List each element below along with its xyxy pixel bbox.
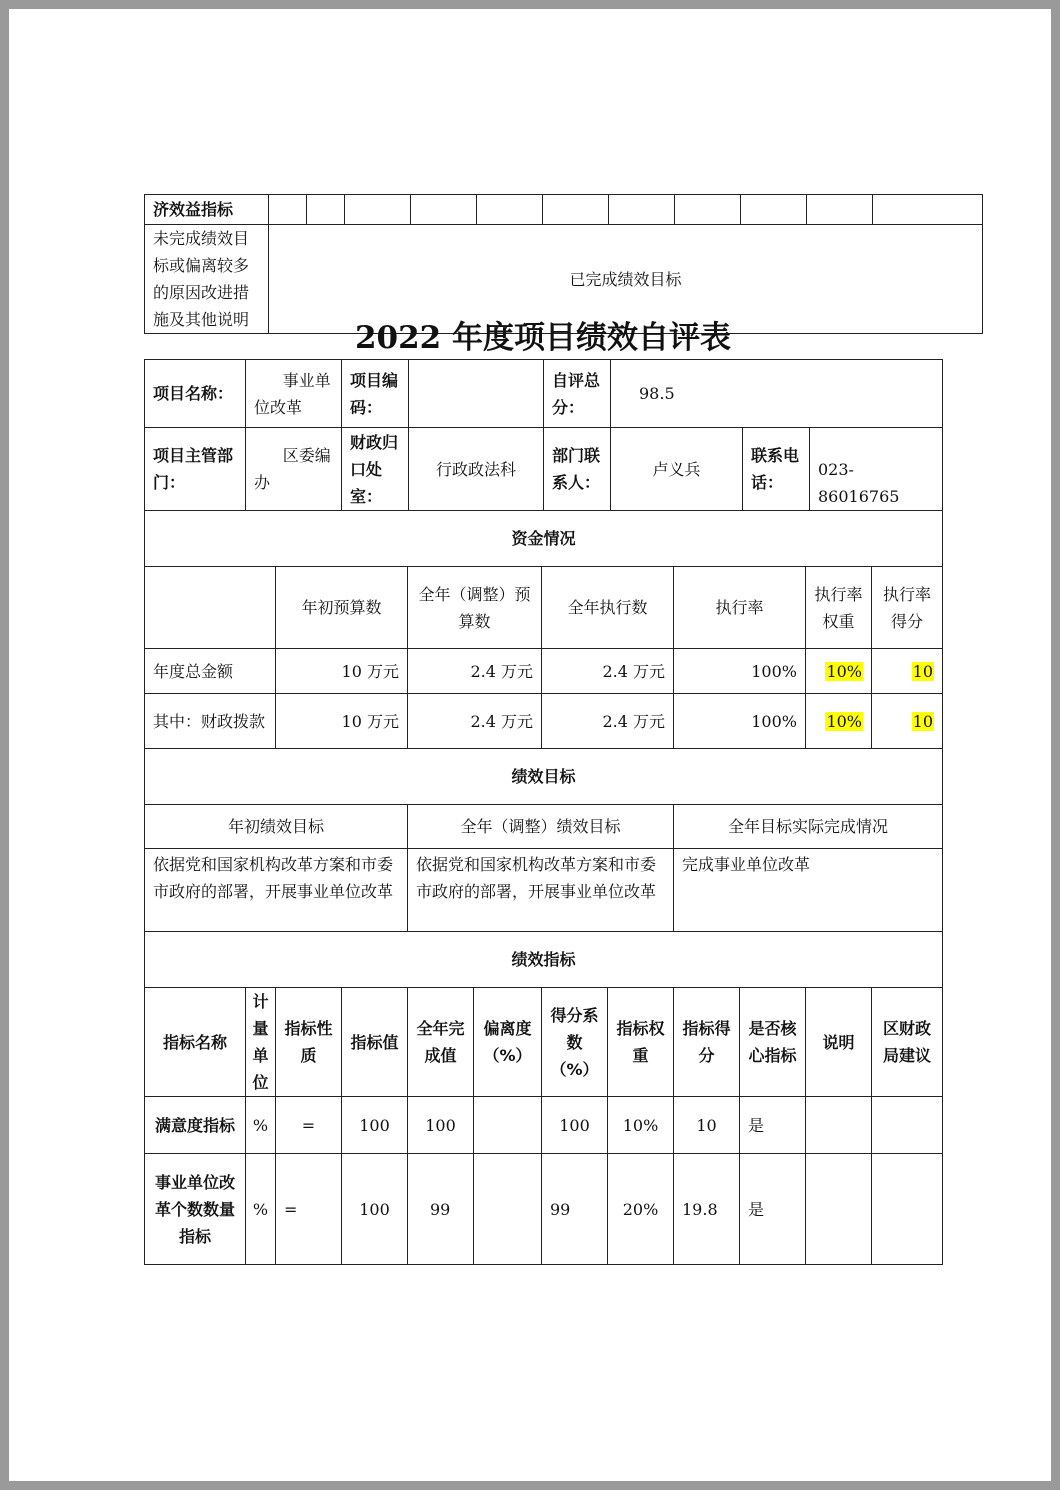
dept-label: 项目主管部门：	[145, 428, 246, 511]
ind-cell-advice	[872, 1154, 943, 1265]
indicator-row-reform	[145, 1154, 943, 1265]
ind-cell-weight: 20%	[608, 1154, 674, 1265]
ind-cell-weight: 10%	[608, 1097, 674, 1154]
unfinished-reason-value: 已完成绩效目标	[269, 225, 983, 334]
score-label: 自评总分：	[544, 360, 611, 428]
funds-row-label: 年度总金额	[145, 649, 276, 694]
goals-section-title: 绩效目标	[145, 749, 943, 805]
ind-cell-done: 99	[408, 1154, 474, 1265]
ind-cell-core: 是	[740, 1154, 806, 1265]
ind-cell-score: 19.8	[674, 1154, 740, 1265]
funds-cell-rate: 100%	[674, 694, 806, 749]
ind-header-advice: 区财政局建议	[872, 988, 943, 1097]
funds-row-finance	[145, 694, 943, 749]
score-value: 98.5	[611, 360, 943, 428]
ind-header-note: 说明	[806, 988, 872, 1097]
ind-cell-deviation	[474, 1154, 542, 1265]
top-continuation-table	[144, 194, 983, 334]
ind-header-core: 是否核心指标	[740, 988, 806, 1097]
main-evaluation-table	[144, 510, 943, 1265]
ind-cell-done: 100	[408, 1097, 474, 1154]
ind-cell-name: 满意度指标	[145, 1097, 246, 1154]
ind-header-score: 指标得分	[674, 988, 740, 1097]
ind-cell-score: 10	[674, 1097, 740, 1154]
indicators-section-title: 绩效指标	[145, 932, 943, 988]
ind-header-deviation: 偏离度（%）	[474, 988, 542, 1097]
funds-cell-executed: 2.4 万元	[542, 694, 674, 749]
funds-header-executed: 全年执行数	[542, 567, 674, 649]
ind-header-done: 全年完成值	[408, 988, 474, 1097]
funds-cell-executed: 2.4 万元	[542, 649, 674, 694]
funds-cell-budget: 10 万元	[276, 649, 408, 694]
project-name-label: 项目名称：	[145, 360, 246, 428]
dept-value: 区委编办	[246, 428, 342, 511]
project-name-value: 事业单位改革	[246, 360, 342, 428]
funds-header-rate: 执行率	[674, 567, 806, 649]
ind-cell-coef: 99	[542, 1154, 608, 1265]
ind-header-weight: 指标权重	[608, 988, 674, 1097]
ind-cell-core: 是	[740, 1097, 806, 1154]
unfinished-reason-label: 未完成绩效目标或偏离较多的原因改进措施及其他说明	[145, 225, 269, 334]
funds-cell-score: 10	[912, 661, 934, 681]
ind-cell-nature: =	[276, 1154, 342, 1265]
page-title: 2022 年度项目绩效自评表	[354, 320, 732, 356]
phone-value: 023-86016765	[810, 428, 943, 511]
ind-header-name: 指标名称	[145, 988, 246, 1097]
project-code-label: 项目编码：	[342, 360, 409, 428]
ind-header-value: 指标值	[342, 988, 408, 1097]
funds-cell-weight: 10%	[826, 711, 862, 731]
ind-cell-value: 100	[342, 1154, 408, 1265]
funds-row-total	[145, 649, 943, 694]
funds-header-score: 执行率得分	[872, 567, 943, 649]
goals-initial-text: 依据党和国家机构改革方案和市委市政府的部署，开展事业单位改革	[145, 849, 408, 932]
goals-actual-text: 完成事业单位改革	[674, 849, 943, 932]
ind-header-nature: 指标性质	[276, 988, 342, 1097]
ind-cell-name: 事业单位改革个数数量指标	[145, 1154, 246, 1265]
ind-cell-value: 100	[342, 1097, 408, 1154]
ind-cell-note	[806, 1097, 872, 1154]
funds-row-label: 其中：财政拨款	[145, 694, 276, 749]
goals-header-actual: 全年目标实际完成情况	[674, 805, 943, 849]
funds-cell-score: 10	[912, 711, 934, 731]
goals-header-initial: 年初绩效目标	[145, 805, 408, 849]
document-page	[9, 9, 1051, 1481]
ind-header-unit: 计量单位	[246, 988, 276, 1097]
finance-value: 行政政法科	[409, 428, 544, 511]
ind-cell-advice	[872, 1097, 943, 1154]
ind-header-coef: 得分系数（%）	[542, 988, 608, 1097]
top-row-label: 济效益指标	[145, 195, 269, 225]
contact-label: 部门联系人：	[544, 428, 611, 511]
ind-cell-unit: %	[246, 1154, 276, 1265]
finance-label: 财政归口处室：	[342, 428, 409, 511]
project-code-value	[409, 360, 544, 428]
contact-value: 卢义兵	[611, 428, 743, 511]
funds-cell-adjusted: 2.4 万元	[408, 694, 542, 749]
ind-cell-note	[806, 1154, 872, 1265]
funds-header-weight: 执行率权重	[806, 567, 872, 649]
goals-adjusted-text: 依据党和国家机构改革方案和市委市政府的部署，开展事业单位改革	[408, 849, 674, 932]
indicator-row-satisfaction	[145, 1097, 943, 1154]
project-info-table	[144, 359, 943, 511]
funds-header-adjusted: 全年（调整）预算数	[408, 567, 542, 649]
funds-cell-budget: 10 万元	[276, 694, 408, 749]
ind-cell-unit: %	[246, 1097, 276, 1154]
funds-cell-rate: 100%	[674, 649, 806, 694]
goals-header-adjusted: 全年（调整）绩效目标	[408, 805, 674, 849]
ind-cell-deviation	[474, 1097, 542, 1154]
funds-cell-weight: 10%	[826, 661, 862, 681]
funds-header-initial: 年初预算数	[276, 567, 408, 649]
phone-label: 联系电话：	[743, 428, 810, 511]
funds-section-title: 资金情况	[145, 511, 943, 567]
ind-cell-nature: =	[276, 1097, 342, 1154]
ind-cell-coef: 100	[542, 1097, 608, 1154]
funds-cell-adjusted: 2.4 万元	[408, 649, 542, 694]
